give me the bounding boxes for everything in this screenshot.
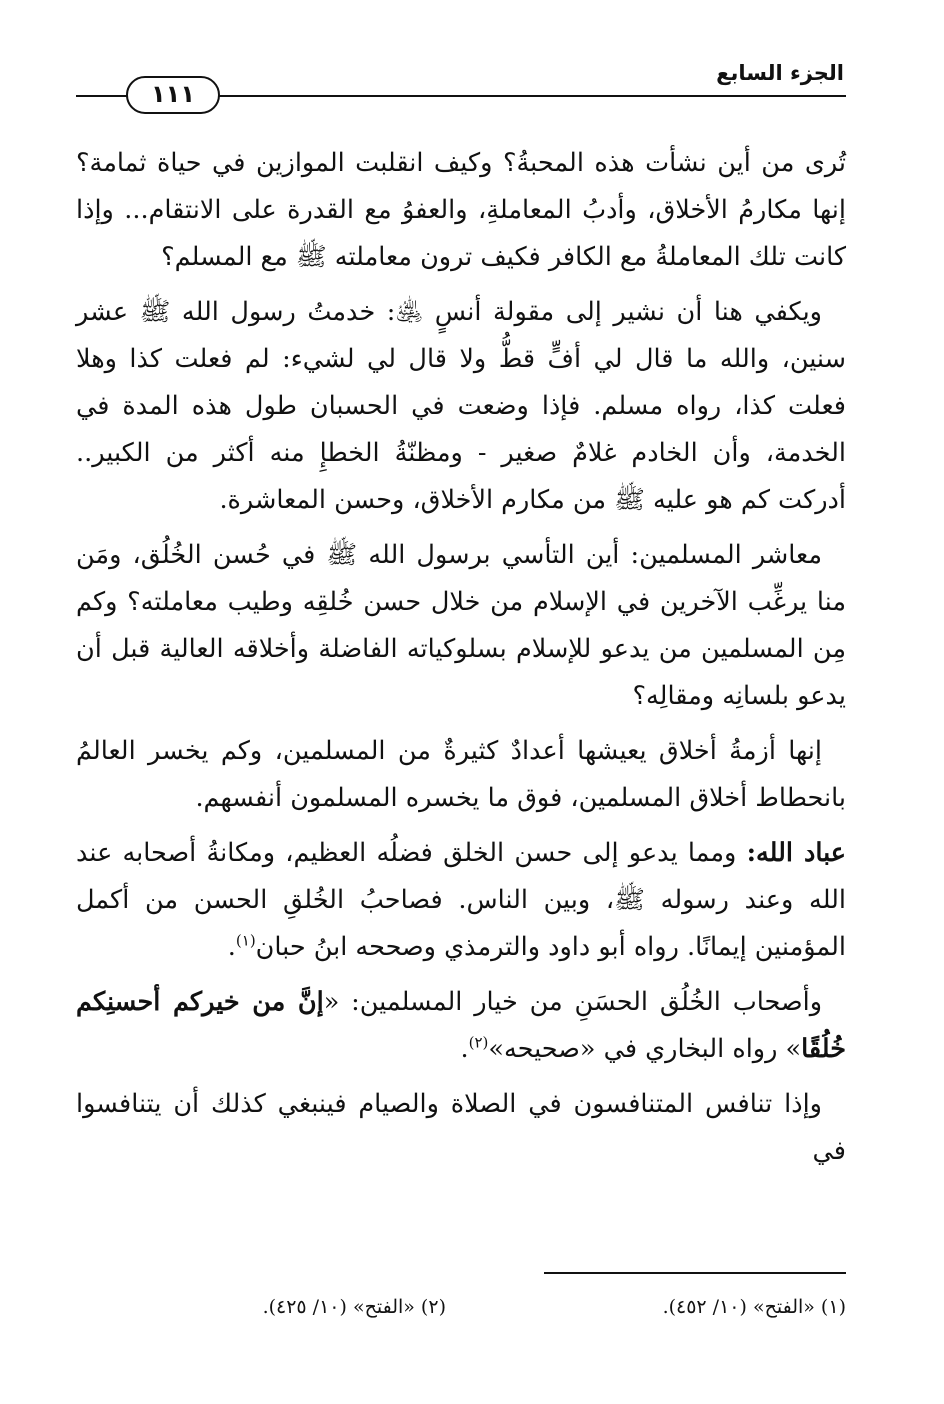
paragraph-text: معاشر المسلمين: أين التأسي برسول الله ﷺ في حُسن الخُلُق، ومَن منا يرغِّب الآخرين في الإسلام من خلال حسن خُلقِه وطيب معاملته؟ وكم مِن المسلمين من يدعو للإسلام بسلوكياته الفاضلة وأخلاقه العالية قبل أن يدعو بلسانِه ومقالِه؟ (76, 540, 846, 711)
hadith-quote: إنَّ من خيركم أحسنِكم خُلُقًا (76, 987, 846, 1064)
footnote-2: (٢) «الفتح» (١٠/ ٤٢٥). (262, 1296, 446, 1318)
chapter-header: الجزء السابع (716, 61, 844, 85)
footnotes (76, 1292, 846, 1322)
paragraph-text: » رواه البخاري في «صحيحه» (488, 1034, 802, 1064)
paragraph-end: . (460, 1034, 469, 1064)
paragraph-text: ويكفي هنا أن نشير إلى مقولة أنسٍ ﵁: خدمتُ رسول الله ﷺ عشر سنين، والله ما قال لي أفٍّ قطُّ ولا قال لي لشيء: لم فعلت كذا وهلا فعلت كذا، رواه مسلم. فإذا وضعت في الحسبان طول هذه المدة في الخدمة، وأن الخادم غلامٌ صغير - ومظنّةُ الخطإِ منه أكثر من الكبير.. أدركت كم هو عليه ﷺ من مكارم الأخلاق، وحسن المعاشرة. (76, 297, 846, 515)
paragraph-text: ومما يدعو إلى حسن الخلق فضلُه العظيم، ومكانةُ أصحابه عند الله وعند رسوله ﷺ، وبين الناس. فصاحبُ الخُلقِ الحسن من أكمل المؤمنين إيمانًا. رواه أبو داود والترمذي وصححه ابنُ حبان (76, 838, 846, 962)
paragraph-text: تُرى من أين نشأت هذه المحبةُ؟ وكيف انقلبت الموازين في حياة ثمامة؟ إنها مكارمُ الأخلاق، وأدبُ المعاملةِ، والعفوُ مع القدرة على الانتقام... وإذا كانت تلك المعاملةُ مع الكافر فكيف ترون معاملته ﷺ مع المسلم؟ (76, 148, 846, 272)
footnote-ref-2[interactable]: (٢) (468, 1033, 489, 1052)
paragraph-7 (76, 1081, 846, 1175)
paragraph-1 (76, 140, 846, 281)
paragraph-text: وإذا تنافس المتنافسون في الصلاة والصيام فينبغي كذلك أن يتنافسوا في (76, 1089, 846, 1166)
paragraph-text: وأصحاب الخُلُق الحسَنِ من خيار المسلمين: « (323, 987, 823, 1017)
paragraph-text: إنها أزمةُ أخلاق يعيشها أعدادٌ كثيرةٌ من المسلمين، وكم يخسر العالمُ بانحطاط أخلاق المسلمين، فوق ما يخسره المسلمون أنفسهم. (76, 736, 846, 813)
body-text (76, 140, 846, 1175)
paragraph-4 (76, 728, 846, 822)
paragraph-end: . (227, 932, 236, 962)
paragraph-3 (76, 532, 846, 720)
paragraph-lead: عباد الله: (746, 838, 846, 868)
paragraph-5 (76, 830, 846, 971)
footnote-ref-1[interactable]: (١) (235, 931, 256, 950)
footnote-1: (١) «الفتح» (١٠/ ٤٥٢). (662, 1296, 846, 1318)
footnote-divider (544, 1272, 846, 1274)
paragraph-2 (76, 289, 846, 524)
page-number-badge: ١١١ (126, 76, 220, 114)
paragraph-6 (76, 979, 846, 1073)
